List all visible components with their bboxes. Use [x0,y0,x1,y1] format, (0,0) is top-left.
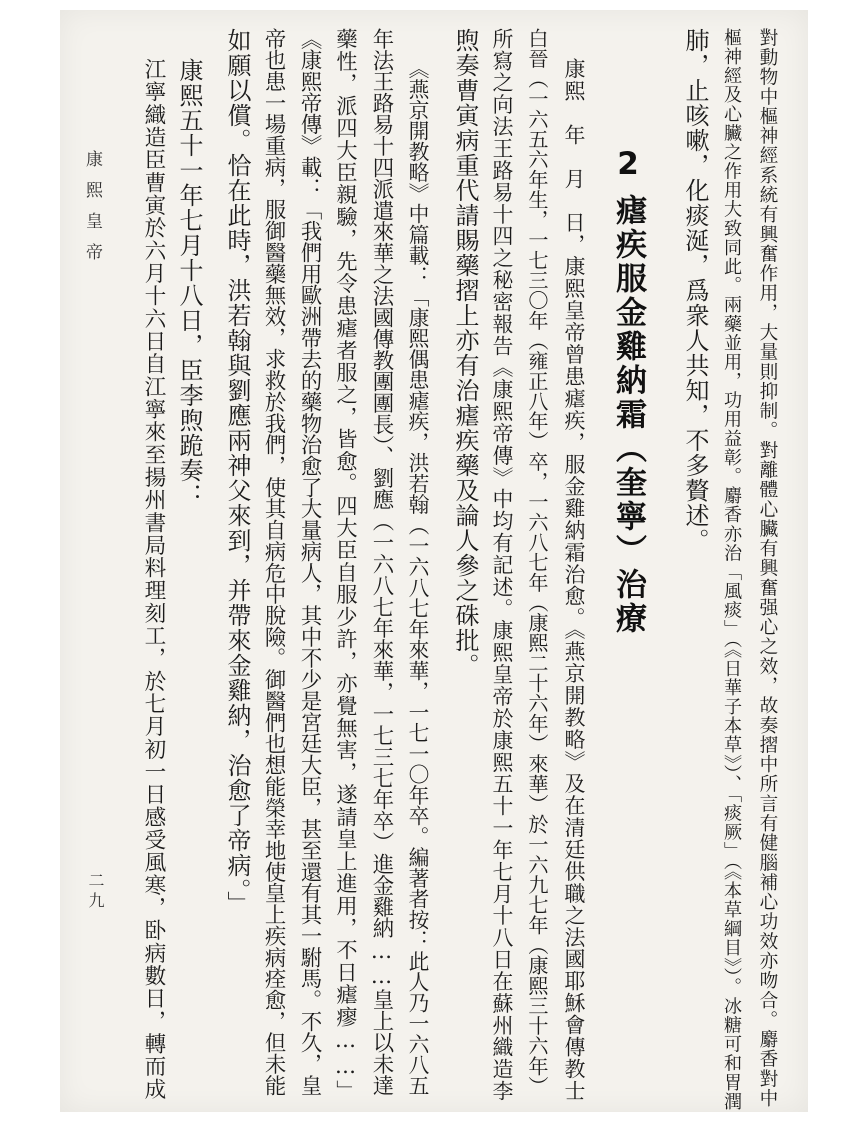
text-column-12: 帝也患一場重病，服御醫藥無效，求救於我們，使其自病危中脫險。御醫們也想能榮幸地使皇上疾病痊愈，但未能 [261,28,286,1096]
text-column-4: 康熙 年 月 日，康熙皇帝曾患瘧疾，服金雞納霜治愈。《燕京開教略》及在清廷供職之法國耶穌會傳教士 [561,58,585,1103]
text-column-2: 樞神經及心臟之作用大致同此。兩藥並用，功用益彰。麝香亦治「風痰」（《日華子本草》）、「痰厥」（《本草綱目》）。冰糖可和胃潤 [721,28,742,1112]
text-column-11: 《康熙帝傳》載：「我們用歐洲帶去的藥物治愈了大量病人，其中不少是宮廷大臣，甚至還有其一駙馬。不久，皇 [297,28,322,1096]
book-page [60,10,808,1112]
section-title: 瘧疾服金雞納霜（奎寧）治療 [610,194,646,636]
text-column-8: 《燕京開教略》中篇載：「康熙偶患瘧疾，洪若翰（一六八七年來華，一七一〇年卒。編著者按：此人乃一六八五 [405,58,429,1096]
text-column-9: 年法王路易十四派遣來華之法國傳教團團長）、劉應（一六八七年來華，一七三七年卒）進金雞納……皇上以未達 [369,28,394,1096]
text-column-3: 肺，止咳嗽，化痰涎，爲衆人共知，不多贅述。 [681,28,709,553]
text-column-6: 所寫之向法王路易十四之秘密報告《康熙帝傳》中均有記述。康熙皇帝於康熙五十一年七月十八日在蘇州織造李 [489,28,513,1103]
text-column-7: 煦奏曹寅病重代請賜藥摺上亦有治瘧疾藥及論人參之硃批。 [451,28,479,678]
text-column-14: 康熙五十一年七月十八日，臣李煦跪奏： [175,58,203,508]
section-number: 2 [610,146,646,185]
text-column-5: 白晉（一六五六年生，一七三〇年（雍正八年）卒，一六八七年（康熙二十六年）來華）於一六九七年（康熙三十六年） [525,28,549,1096]
text-column-15: 江寧織造臣曹寅於六月十六日自江寧來至揚州書局料理刻工，於七月初一日感受風寒，卧病數日，轉而成 [141,58,166,1101]
text-column-1: 對動物中樞神經系統有興奮作用，大量則抑制。對離體心臟有興奮强心之效，故奏摺中所言有健腦補心功效亦吻合。麝香對中 [757,28,778,1109]
text-column-13: 如願以償。恰在此時，洪若翰與劉應兩神父來到，并帶來金雞納，治愈了帝病。」 [223,28,251,916]
text-column-10: 藥性，派四大臣親驗，先令患瘧者服之，皆愈。四大臣自服少許，亦覺無害，遂請皇上進用，不日瘧瘳……」 [333,28,358,1103]
page-number: 二九 [86,872,105,912]
running-header: 康熙皇帝 [82,150,102,274]
